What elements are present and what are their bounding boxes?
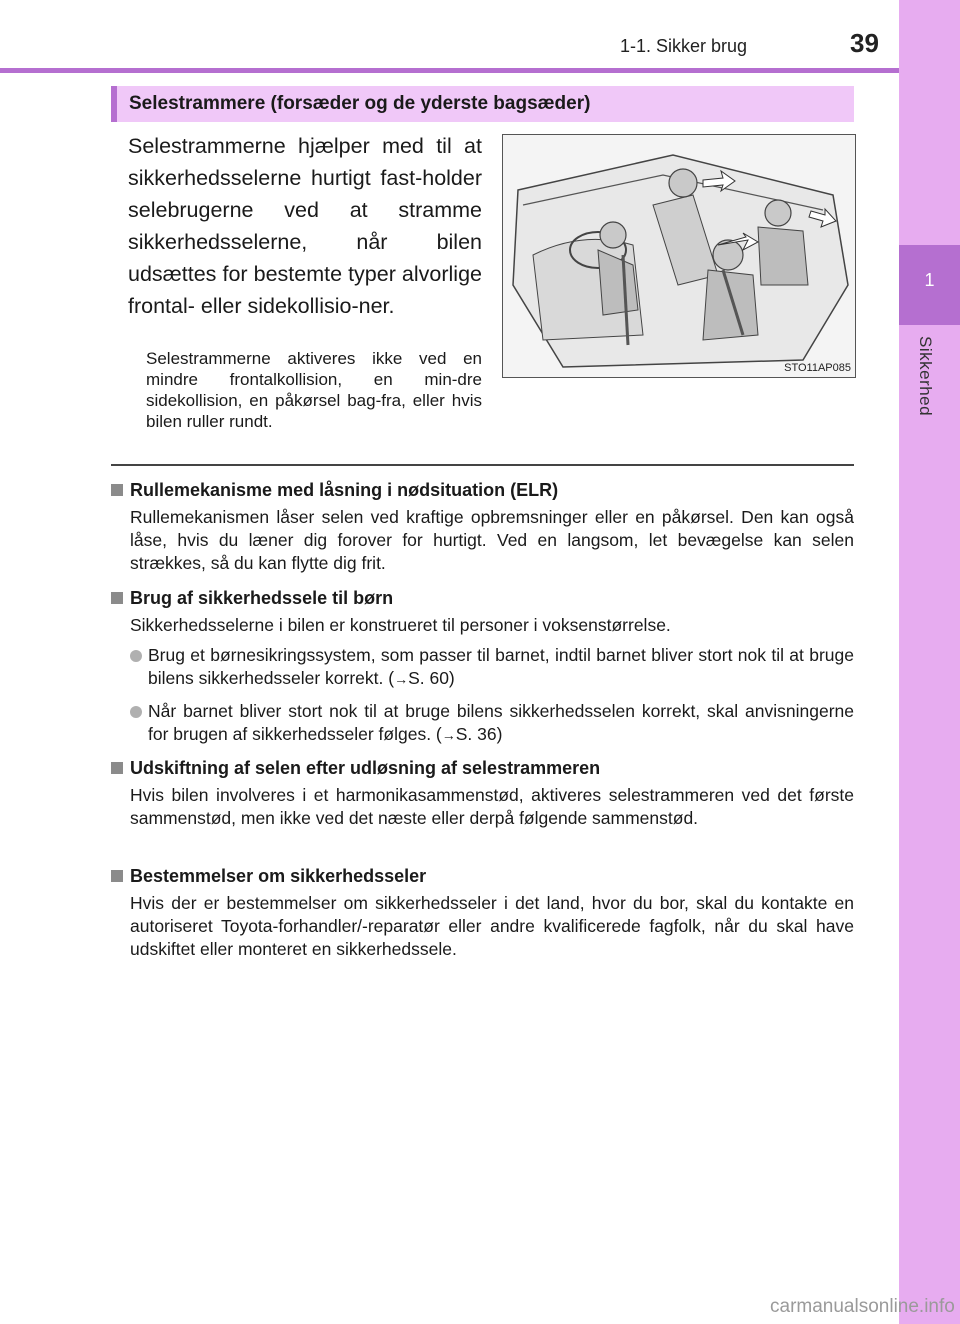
- bullet-item: [148, 700, 854, 747]
- section-heading-text: Selestrammere (forsæder og de yderste bagsæder): [129, 93, 591, 114]
- note-paragraph: Selestrammerne aktiveres ikke ved en mindre frontalkollision, en min-dre sidekollision, en påkørsel bag-fra, eller hvis bilen ruller rundt.: [146, 349, 482, 431]
- block-title: Bestemmelser om sikkerhedsseler: [130, 866, 427, 886]
- section-heading: [111, 86, 854, 122]
- page-reference-link[interactable]: S. 60): [408, 668, 455, 688]
- block-title: Brug af sikkerhedssele til børn: [130, 588, 394, 608]
- arrow-right-icon: →: [394, 671, 409, 687]
- chapter-label-wrap: [915, 336, 941, 456]
- bullet-text: Når barnet bliver stort nok til at bruge bilens sikkerhedsselen korrekt, skal anvisningerne for brugen af sikkerhedsseler følges. (: [148, 701, 854, 744]
- square-bullet-icon: [111, 762, 123, 774]
- block-body: Rullemekanismen låser selen ved kraftige opbremsninger eller en påkørsel. Den kan også låse, hvis du læner dig forover for hurtigt. Ved en langsom, let bevægelse kan selen strækkes, så du kan flytte dig frit.: [130, 507, 854, 573]
- block-body: Hvis der er bestemmelser om sikkerhedsseler i det land, hvor du bor, skal du kontakte en autoriseret Toyota-forhandler/-reparatør eller andre kvalificerede fagfolk, når du skal have udskiftet eller monteret en sikkerhedssele.: [130, 893, 854, 959]
- illustration-drawing: [503, 135, 855, 377]
- block-title: Rullemekanisme med låsning i nødsituation (ELR): [130, 480, 559, 500]
- block-title: Udskiftning af selen efter udløsning af selestrammeren: [130, 758, 601, 778]
- circle-bullet-icon: [130, 706, 142, 718]
- car-interior-seatbelt-illustration: [502, 134, 856, 378]
- watermark: carmanualsonline.info: [770, 1296, 955, 1317]
- bullet-item: [148, 644, 854, 691]
- section-divider: [111, 464, 854, 466]
- arrow-right-icon: →: [441, 727, 456, 743]
- bullet-text: Brug et børnesikringssystem, som passer til barnet, indtil barnet bliver stort nok til at bruge bilens sikkerhedsseler korrekt. (: [148, 645, 854, 688]
- square-bullet-icon: [111, 592, 123, 604]
- chapter-side-tab: [899, 0, 960, 1324]
- circle-bullet-icon: [130, 650, 142, 662]
- header-rule: [0, 68, 899, 73]
- square-bullet-icon: [111, 484, 123, 496]
- square-bullet-icon: [111, 870, 123, 882]
- chapter-label: Sikkerhed: [916, 336, 935, 417]
- section-heading-accent: [111, 86, 117, 122]
- block-body: Hvis bilen involveres i et harmonikasammenstød, aktiveres selestrammeren ved det første sammenstød, men ikke ved det næste eller derpå følgende sammenstød.: [130, 785, 854, 828]
- block-body: Sikkerhedsselerne i bilen er konstrueret til personer i voksenstørrelse.: [130, 615, 671, 635]
- intro-paragraph: Selestrammerne hjælper med til at sikkerhedsselerne hurtigt fast-holder selebrugerne ved at stramme sikkerhedsselerne, når bilen udsættes for bestemte typer alvorlige frontal- eller sidekollisio-ner.: [128, 134, 482, 318]
- figure-caption: STO11AP085: [784, 362, 851, 374]
- page-number: 39: [850, 28, 879, 58]
- chapter-number: 1: [924, 270, 935, 290]
- page-reference-link[interactable]: S. 36): [455, 724, 503, 744]
- header-section-title: 1-1. Sikker brug: [620, 36, 748, 56]
